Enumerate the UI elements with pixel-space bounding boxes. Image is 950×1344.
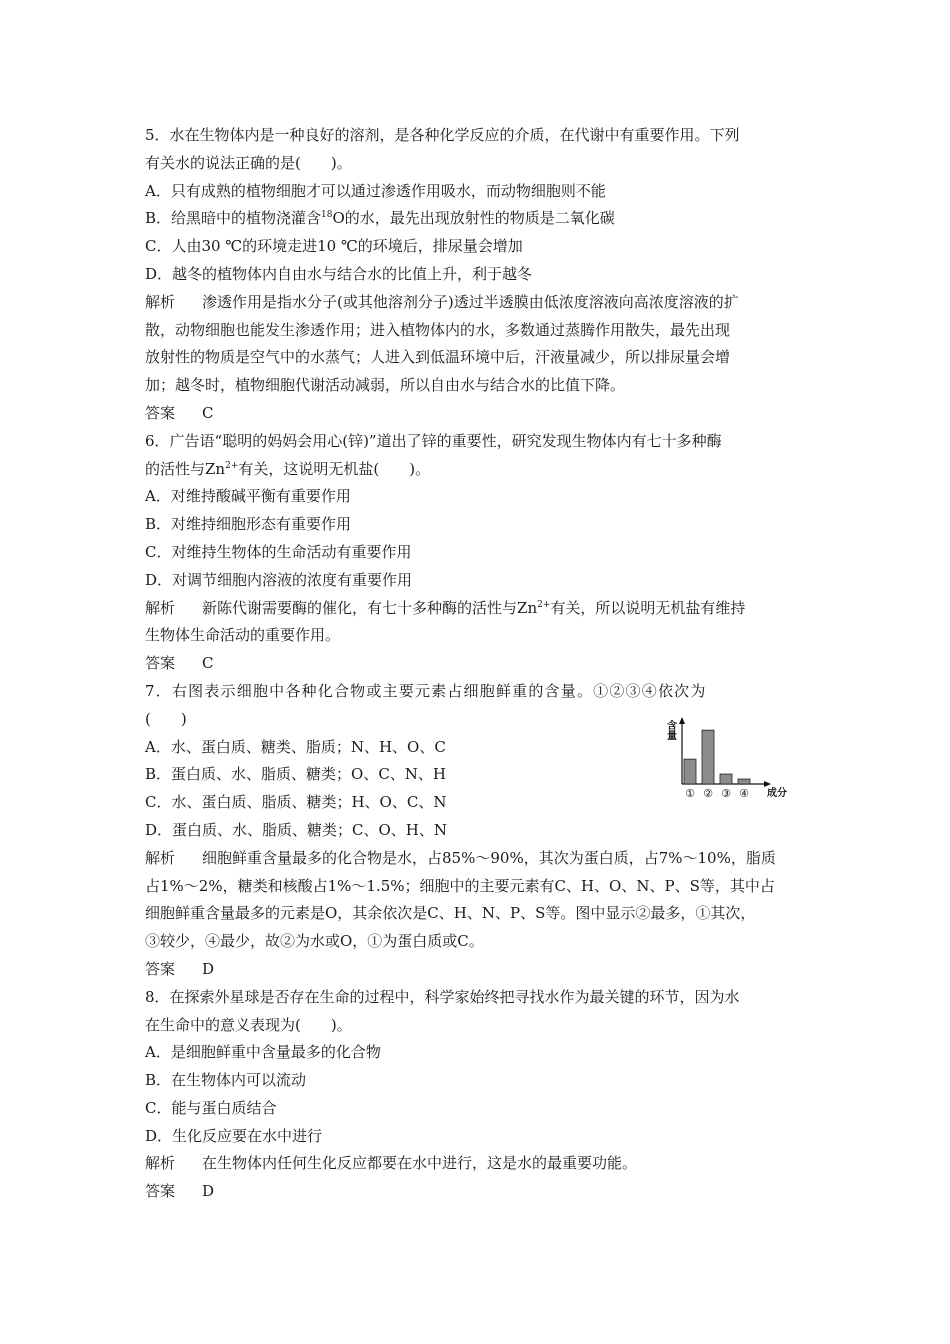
q5-answer-label: 答案: [145, 403, 176, 422]
q7-answer-label: 答案: [145, 959, 176, 978]
q5-analysis-line3: 放射性的物质是空气中的水蒸气；人进入到低温环境中后，汗液量减少，所以排尿量会增: [145, 348, 731, 367]
bar-2: [702, 730, 714, 784]
q5-stem-line2: 有关水的说法正确的是( )。: [145, 153, 352, 172]
q7-bar-chart: [664, 714, 794, 804]
bar-1: [684, 759, 696, 784]
q6-analysis-label: 解析: [145, 598, 176, 617]
q6-analysis1-post: 有关，所以说明无机盐有维持: [550, 598, 746, 617]
q6-option-a: A．对维持酸碱平衡有重要作用: [145, 487, 351, 506]
q8-option-a: A．是细胞鲜重中含量最多的化合物: [145, 1043, 381, 1062]
q5-option-d: D．越冬的植物体内自由水与结合水的比值上升，利于越冬: [145, 264, 533, 283]
tick-label-4: ④: [739, 787, 749, 800]
q7-option-b: B．蛋白质、水、脂质、糖类；O、C、N、H: [145, 765, 447, 784]
q7-option-c: C．水、蛋白质、脂质、糖类；H、O、C、N: [145, 793, 447, 812]
document-page: [145, 122, 815, 1206]
q5-option-b-pre: B．给黑暗中的植物浇灌含: [145, 209, 322, 228]
q8-answer-label: 答案: [145, 1182, 176, 1201]
tick-label-2: ②: [703, 787, 713, 800]
q7-analysis-line4: ③较少，④最少，故②为水或O，①为蛋白质或C。: [145, 932, 484, 951]
q8-option-d: D．生化反应要在水中进行: [145, 1126, 323, 1145]
q8-analysis-text1: 在生物体内任何生化反应都要在水中进行，这是水的最重要功能。: [202, 1154, 638, 1173]
q8-option-b: B．在生物体内可以流动: [145, 1071, 307, 1090]
q6-stem2-pre: 的活性与Zn: [145, 459, 226, 478]
q6-analysis-line1: [145, 595, 815, 623]
q6-analysis1-pre: 新陈代谢需要酶的催化，有七十多种酶的活性与Zn: [202, 598, 538, 617]
q6-stem2-sup: 2+: [225, 460, 239, 471]
q6-analysis-line2: 生物体生命活动的重要作用。: [145, 626, 341, 645]
q5-option-b-sup: 18: [321, 210, 333, 221]
q5-analysis-label: 解析: [145, 292, 176, 311]
q5-analysis-line2: 散，动物细胞也能发生渗透作用；进入植物体内的水，多数通过蒸腾作用散失，最先出现: [145, 320, 731, 339]
q7-option-d: D．蛋白质、水、脂质、糖类；C、O、H、N: [145, 820, 448, 839]
q5-stem-line1: 5．水在生物体内是一种良好的溶剂，是各种化学反应的介质，在代谢中有重要作用。下列: [145, 126, 740, 144]
q7-analysis-text1: 细胞鲜重含量最多的化合物是水，占85%～90%，其次为蛋白质，占7%～10%，脂质: [202, 848, 776, 867]
x-axis-arrow: [764, 781, 771, 787]
q7-answer: D: [202, 959, 215, 978]
q6-stem-line2: [145, 456, 815, 484]
q5-analysis-text1: 渗透作用是指水分子(或其他溶剂分子)透过半透膜由低浓度溶液向高浓度溶液的扩: [202, 292, 739, 311]
q7-analysis-label: 解析: [145, 848, 176, 867]
q5-option-b-post: O的水，最先出现放射性的物质是二氧化碳: [332, 209, 615, 228]
q8-analysis-label: 解析: [145, 1154, 176, 1173]
q6-option-d: D．对调节细胞内溶液的浓度有重要作用: [145, 570, 413, 589]
q5-analysis-line4: 加；越冬时，植物细胞代谢活动减弱，所以自由水与结合水的比值下降。: [145, 376, 626, 395]
chart-bars: [684, 730, 750, 784]
q8-analysis-line1: [145, 1150, 815, 1178]
y-axis-label: 含量: [664, 720, 676, 740]
tick-label-1: ①: [685, 787, 695, 800]
q5-option-b: [145, 205, 815, 233]
q7-analysis-line2: 占1%～2%，糖类和核酸占1%～1.5%；细胞中的主要元素有C、H、O、N、P、S等，其中占: [145, 876, 775, 895]
chart-tick-labels: [685, 787, 749, 800]
q6-option-b: B．对维持细胞形态有重要作用: [145, 515, 352, 534]
q8-stem-line2: 在生命中的意义表现为( )。: [145, 1015, 352, 1034]
q7-option-a: A．水、蛋白质、糖类、脂质；N、H、O、C: [145, 737, 446, 756]
q5-option-a: A．只有成熟的植物细胞才可以通过渗透作用吸水，而动物细胞则不能: [145, 181, 606, 200]
q5-answer: C: [202, 403, 214, 422]
q8-answer: D: [202, 1182, 215, 1201]
y-axis-arrow: [679, 717, 685, 724]
q6-answer-line: [145, 650, 815, 678]
q7-stem-line1: 7．右图表示细胞中各种化合物或主要元素占细胞鲜重的含量。①②③④依次为: [145, 681, 707, 700]
x-axis-label: 成分: [767, 788, 787, 799]
q8-stem-line1: 8．在探索外星球是否存在生命的过程中，科学家始终把寻找水作为最关键的环节，因为水: [145, 987, 740, 1006]
q8-answer-line: [145, 1178, 815, 1206]
q6-stem2-post: 有关，这说明无机盐( )。: [238, 459, 431, 478]
q7-answer-line: [145, 956, 815, 984]
q7-analysis-line3: 细胞鲜重含量最多的元素是O，其余依次是C、H、N、P、S等。图中显示②最多，①其次，: [145, 904, 756, 923]
q8-option-c: C．能与蛋白质结合: [145, 1098, 277, 1117]
q5-analysis-line1: [145, 289, 815, 317]
tick-label-3: ③: [721, 787, 731, 800]
q5-option-c: C．人由30 ℃的环境走进10 ℃的环境后，排尿量会增加: [145, 237, 523, 256]
bar-4: [738, 779, 750, 784]
q7-analysis-line1: [145, 845, 815, 873]
q7-stem-line2: ( ): [145, 709, 187, 728]
q6-analysis1-sup: 2+: [537, 599, 551, 610]
q6-answer-label: 答案: [145, 654, 176, 673]
q6-answer: C: [202, 654, 214, 673]
q6-stem-line1: 6．广告语“聪明的妈妈会用心(锌)”道出了锌的重要性，研究发现生物体内有七十多种酶: [145, 431, 722, 450]
bar-3: [720, 774, 732, 784]
q6-option-c: C．对维持生物体的生命活动有重要作用: [145, 542, 412, 561]
q5-answer-line: [145, 400, 815, 428]
